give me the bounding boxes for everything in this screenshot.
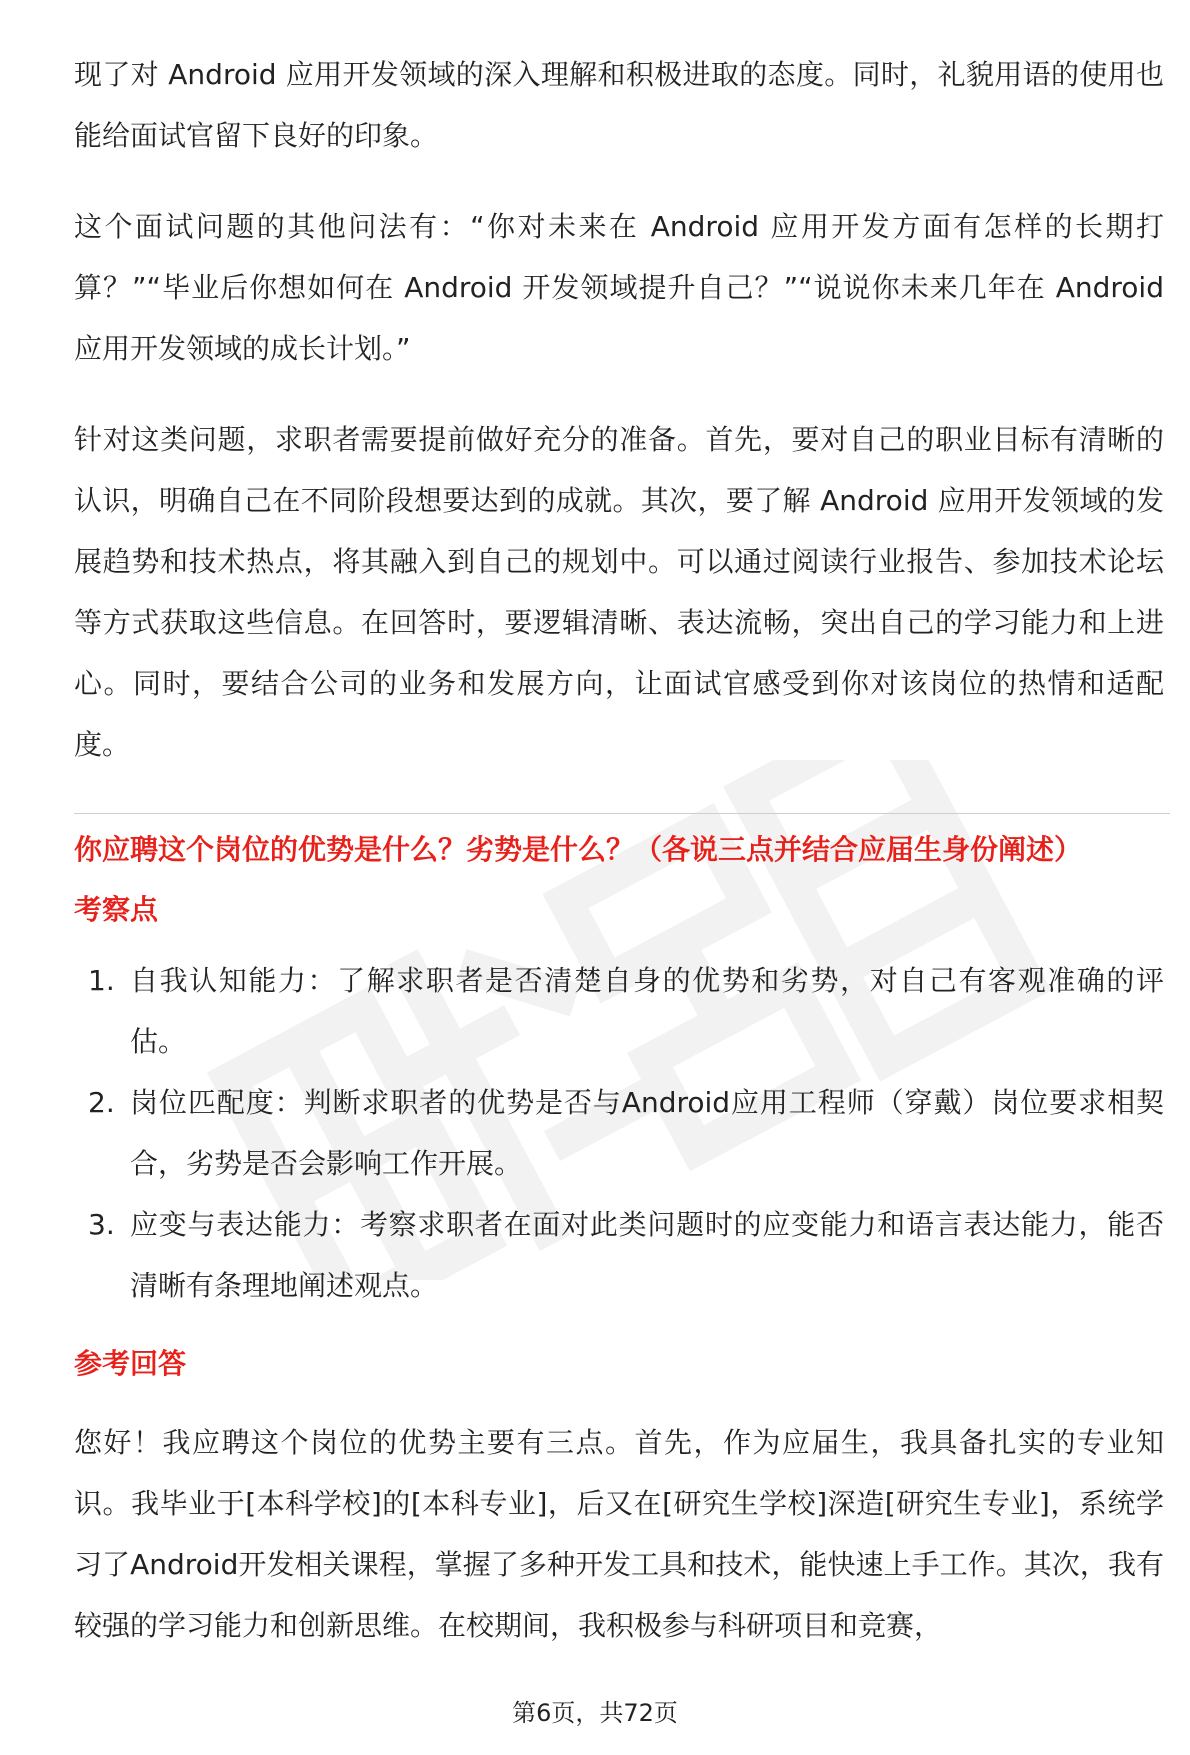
list-item-number: 3.	[88, 1208, 115, 1241]
main-content	[74, 44, 1164, 1656]
section-divider	[74, 813, 1170, 814]
paragraph-intro-continued: 现了对 Android 应用开发领域的深入理解和积极进取的态度。同时，礼貌用语的使用也能给面试官留下良好的印象。	[74, 58, 1164, 152]
list-item-number: 1.	[88, 964, 115, 997]
reference-answer-heading: 参考回答	[74, 1347, 187, 1380]
examine-points-list	[74, 950, 1164, 1316]
interview-question: 你应聘这个岗位的优势是什么？劣势是什么？（各说三点并结合应届生身份阐述）	[74, 833, 1083, 866]
paragraph-preparation-advice: 针对这类问题，求职者需要提前做好充分的准备。首先，要对自己的职业目标有清晰的认识，明确自己在不同阶段想要达到的成就。其次，要了解 Android 应用开发领域的发展趋势和技术热点，将其融入到自己的规划中。可以通过阅读行业报告、参加技术论坛等方式获取这些信息。在回答时，要逻辑清晰、表达流畅，突出自己的学习能力和上进心。同时，要结合公司的业务和发展方向，让面试官感受到你对该岗位的热情和适配度。	[74, 423, 1164, 761]
paragraph-alternative-questions: 这个面试问题的其他问法有：“你对未来在 Android 应用开发方面有怎样的长期打算？”“毕业后你想如何在 Android 开发领域提升自己？”“说说你未来几年在 Android 应用开发领域的成长计划。”	[74, 210, 1164, 365]
list-item-text: 岗位匹配度：判断求职者的优势是否与Android应用工程师（穿戴）岗位要求相契合，劣势是否会影响工作开展。	[130, 1086, 1164, 1180]
page-number-footer: 第6页，共72页	[512, 1699, 678, 1727]
list-item	[74, 1072, 1164, 1194]
list-item	[74, 1194, 1164, 1316]
list-item-number: 2.	[88, 1086, 115, 1119]
list-item	[74, 950, 1164, 1072]
list-item-text: 自我认知能力：了解求职者是否清楚自身的优势和劣势，对自己有客观准确的评估。	[130, 964, 1164, 1058]
examine-points-heading: 考察点	[74, 893, 159, 926]
list-item-text: 应变与表达能力：考察求职者在面对此类问题时的应变能力和语言表达能力，能否清晰有条理地阐述观点。	[130, 1208, 1164, 1302]
reference-answer-text: 您好！我应聘这个岗位的优势主要有三点。首先，作为应届生，我具备扎实的专业知识。我毕业于[本科学校]的[本科专业]，后又在[研究生学校]深造[研究生专业]，系统学习了Android开发相关课程，掌握了多种开发工具和技术，能快速上手工作。其次，我有较强的学习能力和创新思维。在校期间，我积极参与科研项目和竞赛，	[74, 1426, 1164, 1642]
